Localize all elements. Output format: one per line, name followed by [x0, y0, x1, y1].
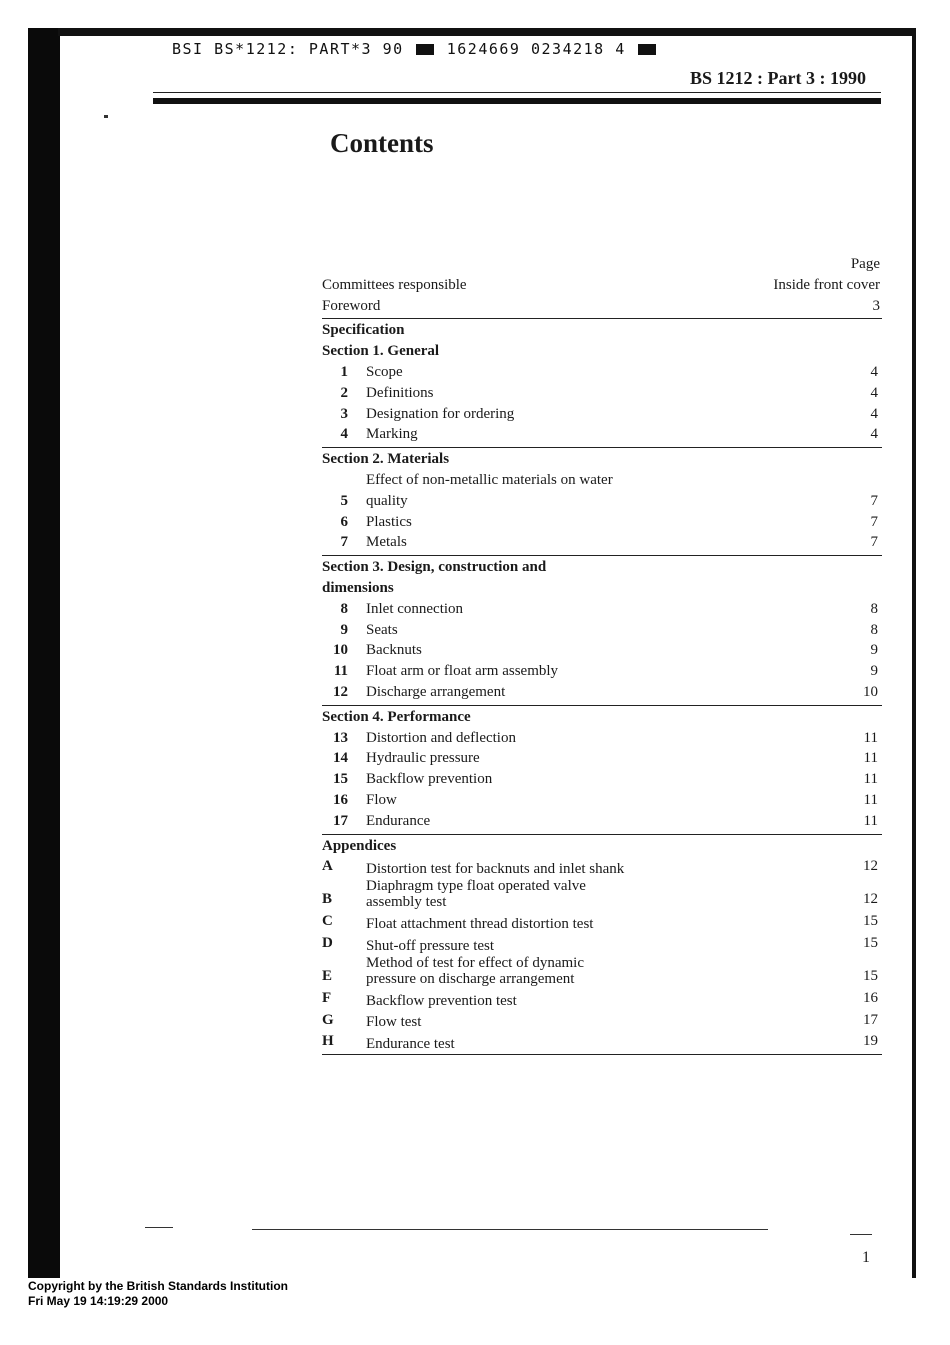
toc-entry-page: 11 — [863, 812, 878, 829]
toc-entry — [322, 404, 882, 425]
toc-front-row — [322, 275, 882, 296]
toc-entry — [322, 512, 882, 533]
toc-entry — [322, 811, 882, 832]
scan-speck — [104, 115, 108, 118]
toc-entry-page: 11 — [863, 791, 878, 808]
toc-entry-page: 15 — [863, 913, 878, 930]
toc-entry-title: Effect of non-metallic materials on water quality — [366, 471, 613, 509]
toc-entry-number: E — [322, 967, 333, 984]
toc-entry-page: 9 — [870, 642, 878, 659]
toc-entry-number: 1 — [340, 363, 348, 380]
header-rule-thick — [153, 98, 881, 104]
toc-entry-page: 4 — [870, 405, 878, 422]
toc-entry-title: Endurance — [366, 812, 431, 829]
toc-entry-page: 15 — [863, 967, 878, 984]
page-number: 1 — [862, 1249, 870, 1266]
toc-entry-number: F — [322, 989, 332, 1006]
toc-entry-page: 8 — [870, 621, 878, 638]
toc-entry-page: 8 — [870, 600, 878, 617]
toc-entry-page: 4 — [870, 426, 878, 443]
footer-rule — [145, 1227, 173, 1228]
toc-appendix-entry — [322, 1010, 882, 1031]
toc-entry — [322, 682, 882, 703]
page-title: Contents — [330, 128, 434, 158]
toc-entry — [322, 640, 882, 661]
scan-left-border — [28, 28, 60, 1278]
toc-entry-number: 5 — [340, 492, 348, 509]
toc-entry-page: 11 — [863, 729, 878, 746]
table-of-contents — [322, 254, 882, 1056]
toc-entry-title: Distortion and deflection — [366, 729, 516, 746]
toc-entry-number: 12 — [333, 683, 348, 700]
toc-appendix-entry — [322, 955, 882, 987]
toc-entry-page: 11 — [863, 771, 878, 788]
toc-entry-number: 2 — [340, 384, 348, 401]
scan-barcode-line — [172, 40, 658, 58]
toc-appendix-entry — [322, 988, 882, 1009]
toc-entry-page: 12 — [863, 891, 878, 908]
toc-entry-number: C — [322, 913, 333, 930]
toc-appendix-entry — [322, 933, 882, 954]
page-column-heading: Page — [850, 256, 880, 272]
toc-entry-page: 4 — [870, 384, 878, 401]
toc-entry-title: Flow test — [366, 1014, 422, 1031]
toc-entry-number: 17 — [333, 812, 348, 829]
toc-section-heading: Section 4. Performance — [322, 708, 471, 725]
toc-appendix-entry — [322, 878, 882, 910]
toc-entry-page: 9 — [870, 663, 878, 680]
toc-entry — [322, 790, 882, 811]
copyright-timestamp: Fri May 19 14:19:29 2000 — [28, 1294, 169, 1308]
toc-entry-page: 17 — [863, 1011, 878, 1028]
toc-rule — [322, 555, 882, 556]
toc-entry-number: 15 — [333, 771, 348, 788]
toc-entry-page: 15 — [863, 934, 878, 951]
toc-entry-title: Backflow prevention test — [366, 992, 517, 1009]
toc-entry-title: Marking — [366, 426, 418, 443]
toc-entry-title: Shut-off pressure test — [366, 937, 495, 954]
toc-section-heading: Section 2. Materials — [322, 451, 450, 468]
toc-entry-number: 13 — [333, 729, 348, 746]
toc-entry-number: H — [322, 1033, 334, 1050]
toc-entry-number: B — [322, 891, 333, 908]
toc-rule — [322, 834, 882, 835]
toc-entry — [322, 383, 882, 404]
toc-entry-title: Discharge arrangement — [366, 683, 506, 700]
toc-entry-title: Foreword — [322, 297, 381, 314]
scan-code-text-2: 1624669 0234218 4 — [446, 40, 626, 58]
toc-entry-title: Backnuts — [366, 642, 422, 659]
toc-entry — [322, 748, 882, 769]
toc-entry-number: D — [322, 934, 333, 951]
toc-entry-number: 14 — [333, 750, 348, 767]
toc-entry-title: Distortion test for backnuts and inlet shank — [366, 861, 625, 878]
toc-entry-title: Endurance test — [366, 1036, 455, 1053]
footer-rule — [252, 1229, 768, 1230]
toc-entry-number: 16 — [333, 791, 348, 808]
toc-entry — [322, 728, 882, 749]
toc-front-row — [322, 296, 882, 317]
redaction-block — [638, 44, 656, 55]
toc-entry-title: Definitions — [366, 384, 434, 401]
toc-entry-page: 10 — [863, 683, 878, 700]
toc-entry-number: 11 — [333, 663, 348, 680]
toc-entry — [322, 532, 882, 553]
toc-entry — [322, 661, 882, 682]
toc-appendix-entry — [322, 1031, 882, 1052]
toc-entry-number: 10 — [333, 642, 348, 659]
scan-top-border — [58, 28, 916, 36]
scan-code-text: BSI BS*1212: PART*3 90 — [172, 40, 404, 58]
toc-rule — [322, 447, 882, 448]
toc-entry — [322, 470, 882, 512]
toc-entry — [322, 362, 882, 383]
scan-right-border — [912, 28, 916, 1278]
toc-section-heading: Section 3. Design, construction and dimensions — [322, 559, 547, 596]
header-rule-thin — [153, 92, 881, 93]
toc-entry-number: 8 — [340, 600, 348, 617]
toc-entry — [322, 599, 882, 620]
toc-entry-number: 6 — [340, 513, 348, 530]
toc-entry-page: 7 — [870, 492, 878, 509]
toc-entry-number: 4 — [340, 426, 348, 443]
toc-entry-title: Float attachment thread distortion test — [366, 915, 594, 932]
toc-entry-title: Inlet connection — [366, 600, 464, 617]
toc-part-heading: Specification — [322, 322, 405, 339]
toc-entry — [322, 424, 882, 445]
toc-entry-page: 3 — [872, 297, 880, 314]
toc-entry — [322, 620, 882, 641]
toc-entry-title: Committees responsible — [322, 276, 467, 293]
toc-entry-page: 11 — [863, 750, 878, 767]
toc-entry-page: Inside front cover — [773, 276, 880, 293]
toc-appendix-entry — [322, 911, 882, 932]
copyright-line: Copyright by the British Standards Institution — [28, 1279, 289, 1293]
toc-entry-page: 19 — [863, 1033, 878, 1050]
toc-entry-number: 9 — [340, 621, 348, 638]
toc-entry-page: 16 — [863, 989, 878, 1006]
toc-rule — [322, 1054, 882, 1055]
toc-entry-page: 4 — [870, 363, 878, 380]
toc-rule — [322, 705, 882, 706]
toc-entry-title: Method of test for effect of dynamic pressure on discharge arrangement — [366, 954, 584, 987]
toc-entry-number: 3 — [340, 405, 348, 422]
toc-entry-page: 7 — [870, 534, 878, 551]
toc-entry-title: Backflow prevention — [366, 771, 493, 788]
toc-entry — [322, 769, 882, 790]
toc-entry-title: Plastics — [366, 513, 412, 530]
footer-rule — [850, 1234, 872, 1235]
toc-entry-number: 7 — [340, 534, 348, 551]
redaction-block — [416, 44, 434, 55]
copyright-notice — [28, 1279, 288, 1309]
toc-entry-page: 7 — [870, 513, 878, 530]
toc-section-heading: Section 1. General — [322, 343, 440, 360]
toc-entry-number: G — [322, 1011, 334, 1028]
standard-title: BS 1212 : Part 3 : 1990 — [690, 68, 866, 88]
toc-appendices-heading: Appendices — [322, 837, 397, 854]
toc-rule — [322, 318, 882, 319]
toc-entry-title: Seats — [366, 621, 398, 638]
toc-entry-title: Flow — [366, 791, 397, 808]
toc-entry-title: Designation for ordering — [366, 405, 515, 422]
toc-entry-title: Hydraulic pressure — [366, 750, 480, 767]
toc-entry-title: Scope — [366, 363, 403, 380]
toc-entry-title: Float arm or float arm assembly — [366, 663, 559, 680]
toc-entry-number: A — [322, 858, 333, 875]
toc-appendix-entry — [322, 856, 882, 877]
toc-entry-page: 12 — [863, 858, 878, 875]
toc-entry-title: Diaphragm type float operated valve assembly test — [366, 878, 586, 911]
toc-entry-title: Metals — [366, 534, 407, 551]
